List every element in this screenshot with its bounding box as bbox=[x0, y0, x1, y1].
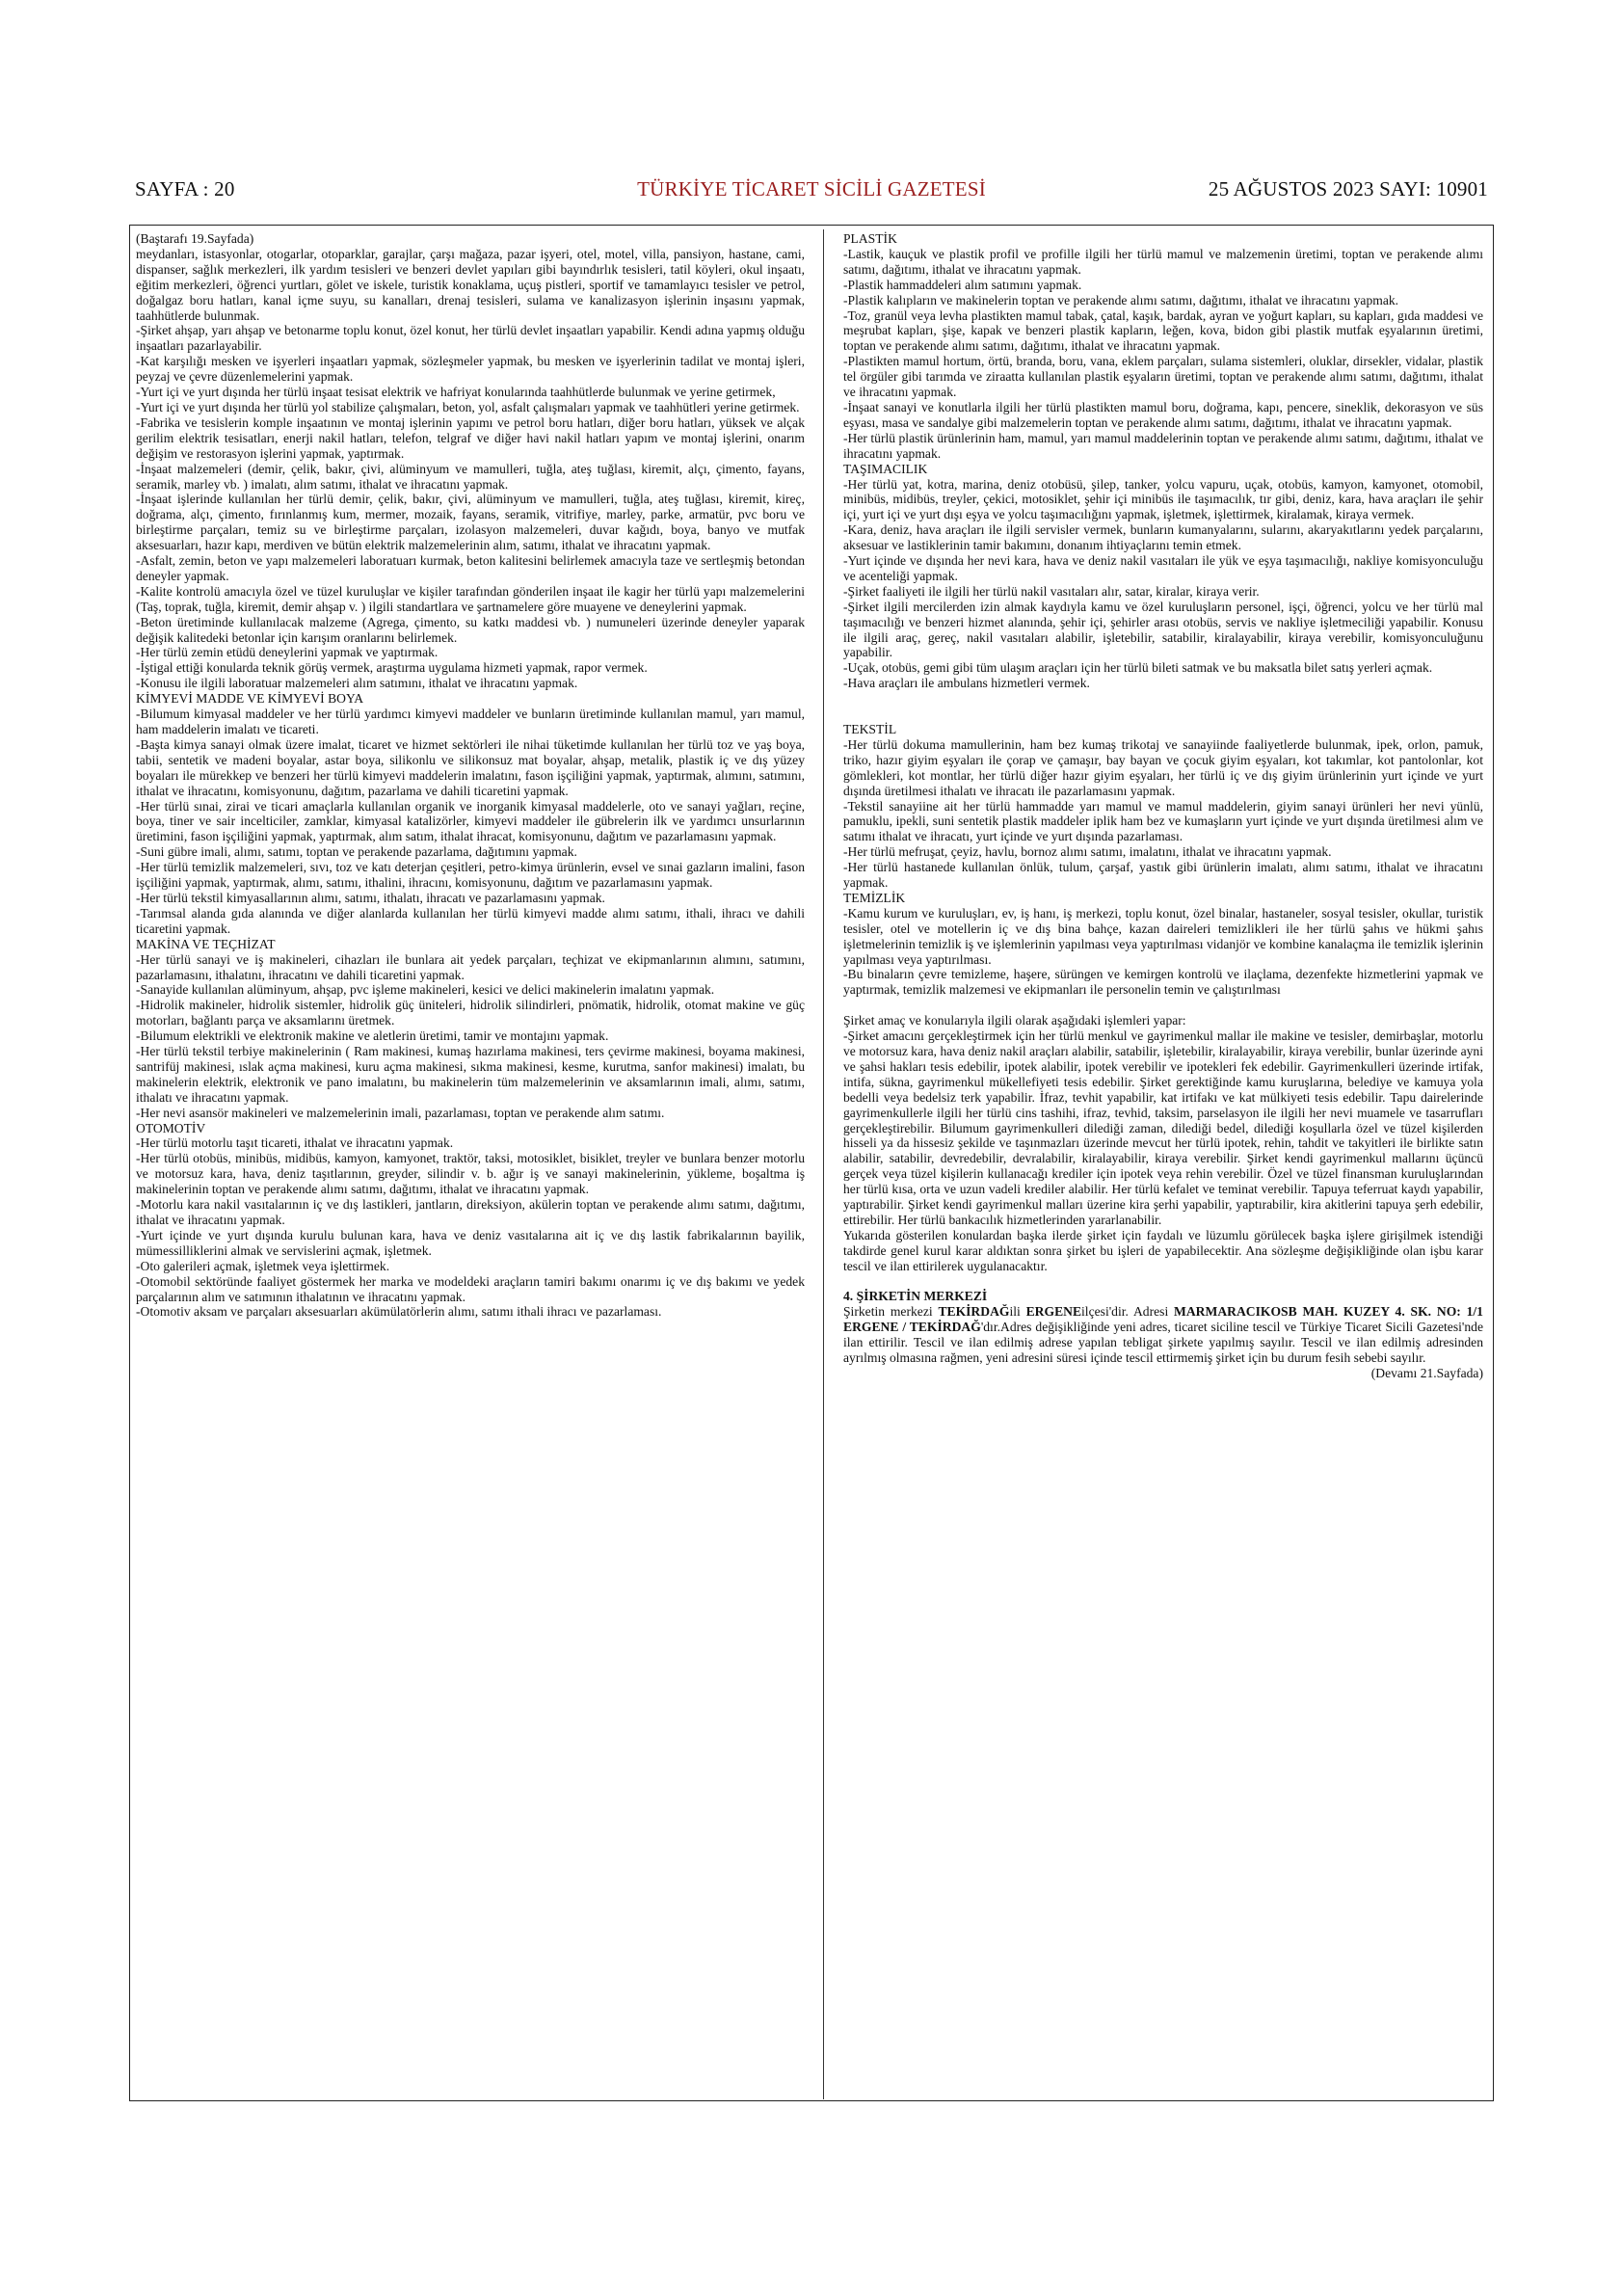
paragraph: -Kalite kontrolü amacıyla özel ve tüzel kuruluşlar ve kişiler tarafından gönderilen inşaat ile kagir her türlü yapı malzemelerini (Taş, toprak, tuğla, kiremit, demir ahşap v. ) ilgili standartlara ve şartnamelere göre muayene ve deneylerini yapmak. bbox=[136, 583, 805, 614]
paragraph: KİMYEVİ MADDE VE KİMYEVİ BOYA bbox=[136, 691, 364, 707]
content-frame bbox=[129, 225, 1494, 2101]
paragraph: -Yurt içi ve yurt dışında her türlü yol stabilize çalışmaları, beton, yol, asfalt çalışmaları yapmak ve taahhütleri yerine getirmek. bbox=[136, 399, 800, 414]
paragraph: -Her türlü zemin etüdü deneylerini yapmak ve yaptırmak. bbox=[136, 645, 439, 660]
paragraph: -Otomotiv aksam ve parçaları aksesuarları akümülatörlerin alımı, satımı ithali ihracı ve pazarlaması. bbox=[136, 1304, 662, 1320]
spacer bbox=[843, 1274, 1483, 1290]
paragraph: Şirket amaç ve konularıyla ilgili olarak aşağıdaki işlemleri yapar: bbox=[843, 1013, 1186, 1028]
company-address-paragraph bbox=[843, 1304, 1483, 1366]
paragraph: -Her türlü plastik ürünlerinin ham, mamul, yarı mamul maddelerinin toptan ve perakende alımı satımı, dağıtımı, ithalat ve ihracatını yapmak. bbox=[843, 430, 1483, 461]
paragraph: TAŞIMACILIK bbox=[843, 461, 928, 476]
section-heading: 4. ŞİRKETİN MERKEZİ bbox=[843, 1289, 988, 1304]
paragraph: -Her türlü yat, kotra, marina, deniz otobüsü, şilep, tanker, yolcu vapuru, uçak, otobüs, kamyon, kamyonet, otomobil, minibüs, midibüs, treyler, çekici, motosiklet, şehir içi minibüs ile taşımacılık, tır gibi, deniz, kara, hava araçları ile şehir içi, yurt içi ve yurt dışı eşya ve yolcu taşımacılığını yapmak, işletmek, işlettirmek, kiralamak, kiraya vermek. bbox=[843, 476, 1483, 522]
paragraph: -Her türlü temizlik malzemeleri, sıvı, toz ve katı deterjan çeşitleri, petro-kimya ürünlerin, evsel ve sınai gazların imalini, fason işçiliğini yapmak, yaptırmak, alımı, satımı, ithalini, ihracını, komisyonunu, dağıtım ve pazarlamasını yapmak. bbox=[136, 860, 805, 891]
paragraph: -Toz, granül veya levha plastikten mamul tabak, çatal, kaşık, bardak, ayran ve yoğurt kapları, su kapları, gıda maddesi ve meşrubat kapları, şişe, kapak ve benzeri plastik kapların, leğen, kova, bidon gibi plastik mutfak eşyalarının üretimi, toptan ve perakende alımı satımı, dağıtımı, ithalat ve ihracatını yapmak. bbox=[843, 307, 1483, 354]
paragraph: -İnşaat işlerinde kullanılan her türlü demir, çelik, bakır, çivi, alüminyum ve mamulleri, tuğla, ateş tuğlası, kiremit, kireç, doğrama, alçı, çimento, fırınlanmış kum, mermer, mozaik, fayans, seramik, vitrifiye, marley, parke, armatür, pvc boru ve birleştirme parçaları, temiz su ve birleştirme parçaları, izolasyon malzemeleri, duvar kağıdı, boya, banyo ve mutfak aksesuarları, hazır kapı, merdiven ve bütün elektrik malzemelerinin alım, satımı, ithalat ve ihracatını yapmak. bbox=[136, 492, 805, 553]
paragraph: -Sanayide kullanılan alüminyum, ahşap, pvc işleme makineleri, kesici ve delici makinelerin imalatını yapmak. bbox=[136, 982, 715, 998]
paragraph: -Kamu kurum ve kuruluşları, ev, iş hanı, iş merkezi, toplu konut, özel binalar, hastaneler, sosyal tesisler, okullar, turistik tesisler, otel ve motellerin iç ve dış bina bahçe, kazan daireleri temizlikleri ile her türlü şahıs ve hükmi şahıs işletmelerinin temizlik iş ve işlemlerinin yapılması veya yaptırılması vidanjör ve kombine kanalaçma ile temizlik işlerinin yapılması veya yaptırılması. bbox=[843, 905, 1483, 967]
company-address: MARMARACIKOSB MAH. KUZEY 4. SK. NO: 1/1 ERGENE / TEKİRDAĞ bbox=[843, 1304, 1483, 1335]
paragraph: -Hava araçları ile ambulans hizmetleri vermek. bbox=[843, 676, 1090, 691]
paragraph: OTOMOTİV bbox=[136, 1120, 206, 1135]
paragraph: -Fabrika ve tesislerin komple inşaatının ve montaj işlerinin yapımı ve petrol boru hatları, diğer boru hatları, yüksek ve alçak gerilim elektrik tesisatları, enerji nakil hatları, telefon, telgraf ve diğer havi nakil hatları yapım ve montaj işlerini, onarım değişim ve restorasyon işlerini yapmak, yaptırmak. bbox=[136, 414, 805, 461]
paragraph: -Yurt içinde ve dışında her nevi kara, hava ve deniz nakil vasıtaları ile yük ve eşya taşımacılığı, nakliye komisyonculuğu ve acenteliği yapmak. bbox=[843, 553, 1483, 583]
paragraph: -Yurt içi ve yurt dışında her türlü inşaat tesisat elektrik ve hafriyat konularında taahhütlerde bulunmak ve yerine getirmek, bbox=[136, 385, 776, 400]
paragraph: -Tarımsal alanda gıda alanında ve diğer alanlarda kullanılan her türlü kimyevi madde alımı satımı, ithali, ihracı ve dahili ticaretini yapmak. bbox=[136, 905, 805, 936]
paragraph: -Kara, deniz, hava araçları ile ilgili servisler vermek, bunların kumanyalarını, sularını, akaryakıtlarını yedek parçalarını, aksesuar ve lastiklerinin tamir bakımını, donanım ihtiyaçlarını temin etmek. bbox=[843, 522, 1483, 553]
paragraph: -Bu binaların çevre temizleme, haşere, sürüngen ve kemirgen kontrolü ve ilaçlama, dezenfekte hizmetlerini yapmak ve yaptırmak, temizlik malzemesi ve ekipmanları ile personelin temin ve çalıştırılması bbox=[843, 967, 1483, 998]
paragraph: -Her türlü sanayi ve iş makineleri, cihazları ile bunlara ait yedek parçaları, teçhizat ve ekipmanlarının alımını, satımını, pazarlamasını, ithalatını, ihracatını ve dahili ticaretini yapmak. bbox=[136, 951, 805, 982]
paragraph: -İştigal ettiği konularda teknik görüş vermek, araştırma uygulama hizmeti yapmak, rapor vermek. bbox=[136, 660, 648, 676]
paragraph: -Şirket ilgili mercilerden izin almak kaydıyla kamu ve özel kuruluşların personel, işçi, öğrenci, yolcu ve her türlü mal taşımacılığı ve benzeri hizmet alanında, şehir içi, şehirler arası otobüs, servis ve nakliye işletmeciliği yapabilir. Konusu ile ilgili araç, gereç, nakil vasıtaları alabilir, işletebilir, satabilir, kiralayabilir, kiraya verebilir, komisyonculuğunu yapabilir. bbox=[843, 599, 1483, 660]
paragraph: PLASTİK bbox=[843, 231, 897, 246]
right-paragraphs-b bbox=[843, 722, 1483, 998]
paragraph: meydanları, istasyonlar, otogarlar, otoparklar, garajlar, çarşı mağaza, pazar işyeri, otel, motel, villa, pansiyon, hastane, cami, dispanser, sağlık merkezleri, ilk yardım tesisleri ve benzeri devlet yapıları gibi bayındırlık tesisleri, tatil köyleri, okul inşaatı, eğitim merkezleri, öğrenci yurtları, gölet ve iskele, turistik konaklama, uçuş pistleri, sportif ve tamamlayıcı tesisler ve petrol, doğalgaz boru hatları, kanal içme suyu, su kanalları, drenaj tesisleri, sulama ve kanalizasyon işlerinin inşasını yapmak, taahhütlerde bulunmak. bbox=[136, 246, 805, 323]
paragraph: -Her türlü dokuma mamullerinin, ham bez kumaş trikotaj ve sanayiinde faaliyetlerde bulunmak, ipek, orlon, pamuk, triko, hazır giyim eşyaları ile çorap ve çamaşır, bay bayan ve çocuk giyim eşyaları, kot takımlar, kot pantolonlar, kot gömlekleri, kot montlar, her türlü diğer hazır giyim eşyaları, her türlü iç ve dış giyim ürünlerinin yurt içinde ve yurt dışında üretilmesi ithalatı ve ihracatı ile pazarlamasını yapmak. bbox=[843, 736, 1483, 798]
continued-from-note: (Baştarafı 19.Sayfada) bbox=[136, 231, 254, 246]
paragraph: -Başta kimya sanayi olmak üzere imalat, ticaret ve hizmet sektörleri ile nihai tüketimde kullanılan her türlü toz ve yaş boya, tabii, sentetik ve madeni boyalar, astar boya, silikonlu ve silikonsuz mat boyalar, ahşap, metalik, plastik iç ve dış yüzey boyaları ile mürekkep ve benzeri her türlü kimyevi maddelerin imalatını, fason işçiliğini yapmak, yaptırmak, alımını, satımını, ithalat ve ihracatını, komisyonunu, dağıtım, pazarlama ve dahili ticaretini yapmak. bbox=[136, 736, 805, 798]
text-span: Şirketin merkezi bbox=[843, 1304, 939, 1320]
spacer bbox=[843, 707, 1483, 722]
spacer bbox=[843, 691, 1483, 707]
paragraph: -Plastik kalıpların ve makinelerin toptan ve perakende alımı satımı, dağıtımı, ithalat ve ihracatını yapmak. bbox=[843, 292, 1399, 307]
paragraph: -Plastikten mamul hortum, örtü, branda, boru, vana, eklem parçaları, sulama sistemleri, oluklar, dirsekler, vidalar, plastik tel örgüler gibi tarımda ve ziraatta kullanılan plastik eşyaların üretimi, toptan ve perakende alımı satımı, dağıtımı, ithalat ve ihracatını yapmak. bbox=[843, 354, 1483, 400]
paragraph: Yukarıda gösterilen konulardan başka ilerde şirket için faydalı ve lüzumlu görülecek başka işlere girişilmek istendiği takdirde genel kurul karar aldıktan sonra şirket bu işleri de yapabilecektir. Ana sözleşme değişikliğinde olan işbu karar tescil ve ilan ettirilerek uygulanacaktır. bbox=[843, 1227, 1483, 1273]
paragraph: -Konusu ile ilgili laboratuar malzemeleri alım satımını, ithalat ve ihracatını yapmak. bbox=[136, 676, 578, 691]
district-name: ERGENE bbox=[1025, 1304, 1082, 1320]
paragraph: -Her türlü motorlu taşıt ticareti, ithalat ve ihracatını yapmak. bbox=[136, 1135, 454, 1151]
paragraph: -Lastik, kauçuk ve plastik profil ve profille ilgili her türlü mamul ve malzemenin üretimi, toptan ve perakende alımı satımı, dağıtımı, ithalat ve ihracatını yapmak. bbox=[843, 246, 1483, 277]
text-span: ili bbox=[1009, 1304, 1026, 1320]
text-span: ilçesi'dir. Adresi bbox=[1081, 1304, 1175, 1320]
right-paragraphs-a bbox=[843, 231, 1483, 691]
paragraph: -Hidrolik makineler, hidrolik sistemler, hidrolik güç üniteleri, hidrolik silindirleri, pnömatik, hidrolik, otomat makine ve güç motorları, bağlantı parça ve aksamlarını üretmek. bbox=[136, 998, 805, 1028]
paragraph: -Beton üretiminde kullanılacak malzeme (Agrega, çimento, su katkı maddesi vb. ) numuneleri üzerinde deneyler yaparak değişik kalitedeki betonlar için karışım oranlarını belirlemek. bbox=[136, 614, 805, 645]
paragraph: -Uçak, otobüs, gemi gibi tüm ulaşım araçları için her türlü bileti satmak ve bu maksatla bilet satış yerleri açmak. bbox=[843, 660, 1433, 676]
paragraph: -Bilumum kimyasal maddeler ve her türlü yardımcı kimyevi maddeler ve bunların üretiminde kullanılan mamul, yarı mamul, ham maddelerin imalatı ve ticareti. bbox=[136, 707, 805, 736]
paragraph: -Her türlü sınai, zirai ve ticari amaçlarla kullanılan organik ve inorganik kimyasal maddelerle, oto ve sanayi yağları, reçine, boya, tiner ve sair incelticiler, zamklar, kimyasal katalizörler, kimyevi maddeler ile gübrelerin ilk ve yardımcı unsurlarının üretimini, fason işçiliğini yapmak, yaptırmak, alım satım, ithalat ihracat, komisyonunu, dağıtım ve pazarlamasını yapmak. bbox=[136, 798, 805, 844]
paragraph: -Şirket ahşap, yarı ahşap ve betonarme toplu konut, özel konut, her türlü devlet inşaatları yapabilir. Kendi adına yapmış olduğu inşaatları pazarlayabilir. bbox=[136, 323, 805, 354]
paragraph: -Her türlü otobüs, minibüs, midibüs, kamyon, kamyonet, traktör, taksi, motosiklet, bisiklet, treyler ve bunlara benzer motorlu ve motorsuz kara, hava, deniz taşıtlarının, greyder, silindir v. b. ağır iş ve sanayi makinelerinin, yükleme, boşaltma iş makinelerinin toptan ve perakende alımı satımı, dağıtımı, ithalat ve ihracatını yapmak. bbox=[136, 1151, 805, 1197]
right-column bbox=[843, 231, 1483, 1381]
paragraph: -Bilumum elektrikli ve elektronik makine ve aletlerin üretimi, tamir ve montajını yapmak. bbox=[136, 1028, 609, 1044]
continued-to-note: (Devamı 21.Sayfada) bbox=[1370, 1366, 1483, 1380]
left-paragraphs bbox=[136, 247, 805, 1320]
spacer bbox=[843, 998, 1483, 1013]
text-span: 'dır.Adres değişikliğinde yeni adres, ticaret siciline tescil ve Türkiye Ticaret Sicili Gazetesi'nde ilan ettirilir. Tescil ve ilan edilmiş adrese yapılan tebligat şirkete yapılmış sayılır. Tescil ve ilan edilmiş adresinden ayrılmış olmasına rağmen, yeni adresini süresi içinde tescil ettirmemiş şirket için bu durum fesih sebebi sayılır. bbox=[843, 1320, 1483, 1366]
city-name: TEKİRDAĞ bbox=[938, 1304, 1010, 1320]
paragraph: -Şirket faaliyeti ile ilgili her türlü nakil vasıtaları alır, satar, kiralar, kiraya verir. bbox=[843, 583, 1260, 599]
paragraph: -Plastik hammaddeleri alım satımını yapmak. bbox=[843, 277, 1082, 292]
paragraph: -Kat karşılığı mesken ve işyerleri inşaatları yapmak, sözleşmeler yapmak, bu mesken ve işyerlerinin tadilat ve montaj işleri, peyzaj ve çevre düzenlemelerini yapmak. bbox=[136, 354, 805, 385]
paragraph: -Suni gübre imali, alımı, satımı, toptan ve perakende pazarlama, dağıtımını yapmak. bbox=[136, 844, 577, 860]
paragraph: -Oto galerileri açmak, işletmek veya işlettirmek. bbox=[136, 1258, 390, 1273]
paragraph: -Şirket amacını gerçekleştirmek için her türlü menkul ve gayrimenkul mallar ile makine ve tesisler, demirbaşlar, motorlu ve motorsuz kara, hava deniz nakil araçları alabilir, satabilir, işletebilir, kiralayabilir, kiraya verebilir, bunlar üzerinde ayni ve şahsi hakları tesis edebilir, ipotek alabilir, ipotek verebilir ve ipotekleri fek edebilir. Gayrimenkulleri üzerinde irtifak, intifa, sükna, gayrimenkul mükellefiyeti tesis edebilir. Şirket gerektiğinde kamu kuruşlarına, belediye ve kamuya yola bedelli veya bedelsiz terk yapabilir. İfraz, tevhit yapabilir, kat irtifakı ve kat mülkiyeti tesis edebilir. Tapu dairelerinde gayrimenkullerle ilgili her türlü cins tashihi, ifraz, tevhid, taksim, parselasyon ile ilgili her nevi muamele ve tasarrufları gerçekleştirebilir. Bilumum gayrimenkulleri dilediği zaman, dilediği bedel, dilediği koşullarla özel ve tüzel kişilerden hisseli ya da hissesiz şekilde ve taşınmazları üzerinde mevcut her türlü ipotek, rehin, tahdit ve takyitleri ile birlikte satın alabilir, satabilir, devredebilir, devralabilir, kiralayabilir, kiraya verebilir. Şirket kendi gayrimenkul mallarını üçüncü gerçek veya tüzel kişilerin kullanacağı krediler için ipotek veya rehin verebilir. Özel ve tüzel finansman kuruluşlarından her türlü kısa, orta ve uzun vadeli krediler alabilir. Her türlü kefalet ve teminat verebilir. Tapuya teferruat kaydı yapabilir, yaptırabilir. Şirket kendi gayrimenkul malları üzerine kira şerhi yapabilir, yaptırabilir, kira akitlerini tapuya şerh edebilir, ettirebilir. Her türlü bankacılık hizmetlerinden yararlanabilir. bbox=[843, 1028, 1483, 1227]
paragraph: -Her türlü tekstil terbiye makinelerinin ( Ram makinesi, kumaş hazırlama makinesi, ters çevirme makinesi, boyama makinesi, santrifüj makinesi, ıslak açma makinesi, kuru açma makinesi, sıkma makinesi, kesme, kurutma, sanfor makinesi) imalatı, bu makinelerin elektrik, elektronik ve pano imalatını, bu makinelerin tüm malzemelerinin ve aksamlarının imali, alımı, satımı, ithalatı ve ihracatını yapmak. bbox=[136, 1044, 805, 1105]
paragraph: TEKSTİL bbox=[843, 721, 897, 736]
paragraph: -Tekstil sanayiine ait her türlü hammadde yarı mamul ve mamul maddelerin, giyim sanayi ürünleri her nevi yünlü, pamuklu, ipekli, suni sentetik plastik maddeler iplik ham bez ve kumaşların yurt içinde ve yurt dışında üretilmesi alım ve satımı ithalat ve ihracatı, yurt içinde ve yurt dışında pazarlaması. bbox=[843, 798, 1483, 844]
page-number: SAYFA : 20 bbox=[135, 177, 235, 200]
issue-date: 25 AĞUSTOS 2023 SAYI: 10901 bbox=[1208, 177, 1488, 200]
paragraph: -Her türlü mefruşat, çeyiz, havlu, bornoz alımı satımı, imalatını, ithalat ve ihracatını yapmak. bbox=[843, 844, 1332, 860]
paragraph: -Yurt içinde ve yurt dışında kurulu bulunan kara, hava ve deniz vasıtalarına ait iç ve dış lastik fabrikalarının bayilik, mümessilliklerini almak ve servislerini açmak, işletmek. bbox=[136, 1227, 805, 1258]
paragraph: -Otomobil sektöründe faaliyet göstermek her marka ve modeldeki araçların tamiri bakımı onarımı iç ve dış bakımı ve yedek parçalarının alım ve satımının ithalatının ve ihracatını yapmak. bbox=[136, 1273, 805, 1304]
paragraph: -Her nevi asansör makineleri ve malzemelerinin imali, pazarlaması, toptan ve perakende alım satımı. bbox=[136, 1105, 665, 1120]
paragraph: -Asfalt, zemin, beton ve yapı malzemeleri laboratuarı kurmak, beton kalitesini belirlemek amacıyla taze ve sertleşmiş betondan deneyler yapmak. bbox=[136, 553, 805, 583]
paragraph: -İnşaat malzemeleri (demir, çelik, bakır, çivi, alüminyum ve mamulleri, tuğla, ateş tuğlası, kiremit, alçı, çimento, fayans, seramik, marley vb. ) imalatı, alım satımı, ithalat ve ihracatını yapmak. bbox=[136, 461, 805, 492]
paragraph: MAKİNA VE TEÇHİZAT bbox=[136, 936, 276, 951]
paragraph: -Motorlu kara nakil vasıtalarının iç ve dış lastikleri, jantların, direksiyon, akülerin toptan ve perakende alımı satımı, dağıtımı, ithalat ve ihracatını yapmak. bbox=[136, 1197, 805, 1227]
paragraph: -Her türlü tekstil kimyasallarının alımı, satımı, ithalatı, ihracatı ve pazarlamasını yapmak. bbox=[136, 890, 605, 905]
paragraph: TEMİZLİK bbox=[843, 890, 906, 905]
paragraph: -İnşaat sanayi ve konutlarla ilgili her türlü plastikten mamul boru, doğrama, kapı, pencere, sineklik, dekorasyon ve süs eşyası, masa ve sandalye gibi malzemelerin toptan ve perakende alımı satımı, dağıtımı, ithalat ve ihracatını yapmak. bbox=[843, 399, 1483, 430]
column-divider bbox=[823, 229, 824, 2099]
left-column bbox=[136, 231, 805, 1320]
gazette-title: TÜRKİYE TİCARET SİCİLİ GAZETESİ bbox=[637, 177, 986, 200]
right-paragraphs-c bbox=[843, 1013, 1483, 1273]
paragraph: -Her türlü hastanede kullanılan önlük, tulum, çarşaf, yastık gibi ürünlerin imalatı, alımı satımı, ithalat ve ihracatını yapmak. bbox=[843, 860, 1483, 891]
page-header bbox=[135, 177, 1488, 206]
